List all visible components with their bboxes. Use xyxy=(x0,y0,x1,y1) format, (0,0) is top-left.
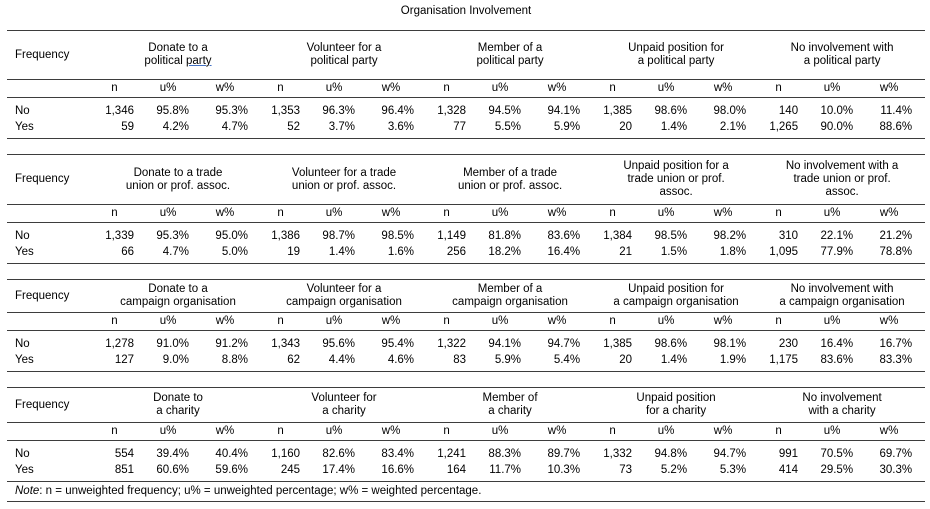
data-cell-wpct: 83.4% xyxy=(381,448,415,460)
data-cell-n: 62 xyxy=(287,354,301,366)
data-cell-upct: 98.7% xyxy=(322,230,356,242)
table-note: Note: n = unweighted frequency; u% = unweighted percentage; w% = weighted percentage. xyxy=(7,482,925,502)
involvement-table-3 xyxy=(7,279,925,372)
data-cell-n: 1,095 xyxy=(769,246,799,258)
data-cell-upct: 60.6% xyxy=(156,464,189,476)
subcolumn-header-n: n xyxy=(95,80,147,98)
data-cell-wpct: 16.7% xyxy=(879,338,913,350)
subcolumn-header-upct: u% xyxy=(147,205,202,223)
subcolumn-header-wpct: w% xyxy=(700,205,759,223)
subcolumn-header-wpct: w% xyxy=(202,423,261,441)
subcolumn-header-wpct: w% xyxy=(368,313,427,331)
data-cell-wpct: 94.7% xyxy=(713,448,747,460)
subheader-row xyxy=(7,313,925,331)
activity-column-header: Member of a trade union or prof. assoc. xyxy=(427,155,593,205)
note-row xyxy=(7,482,925,502)
subcolumn-header-wpct: w% xyxy=(700,313,759,331)
subcolumn-header-wpct: w% xyxy=(368,205,427,223)
data-cell-n: 127 xyxy=(114,354,134,366)
data-cell-wpct: 89.7% xyxy=(547,448,581,460)
subcolumn-header-n: n xyxy=(759,423,811,441)
note-label: Note xyxy=(15,485,40,497)
data-cell-n: 256 xyxy=(446,246,467,258)
data-cell-n: 1,149 xyxy=(437,230,467,242)
subcolumn-header-upct: u% xyxy=(313,423,368,441)
subheader-row xyxy=(7,423,925,441)
subcolumn-header-upct: u% xyxy=(313,313,368,331)
data-cell-upct: 5.2% xyxy=(660,464,688,476)
data-cell-n: 1,160 xyxy=(271,448,301,460)
data-cell-n: 59 xyxy=(121,121,134,133)
data-cell-wpct: 5.9% xyxy=(553,121,581,133)
activity-column-header: Unpaid position for a political party xyxy=(593,31,759,80)
data-cell-n: 140 xyxy=(778,105,799,117)
data-cell-upct: 94.5% xyxy=(488,105,522,117)
header-row xyxy=(7,155,925,205)
data-cell-n: 1,353 xyxy=(271,105,300,117)
data-cell-upct: 94.8% xyxy=(654,448,688,460)
involvement-table-2 xyxy=(7,154,925,264)
data-cell-n: 1,241 xyxy=(437,448,467,460)
data-cell-upct: 82.6% xyxy=(322,448,356,460)
data-row-no xyxy=(7,223,925,246)
row-label-yes: Yes xyxy=(15,464,34,476)
data-row-no xyxy=(7,98,925,121)
data-cell-wpct: 83.6% xyxy=(547,230,581,242)
sections xyxy=(7,30,925,502)
data-cell-wpct: 78.8% xyxy=(879,246,913,258)
header-row xyxy=(7,31,925,80)
data-row-yes xyxy=(7,120,925,139)
subcolumn-header-n: n xyxy=(427,205,479,223)
subcolumn-header-n: n xyxy=(95,205,147,223)
subcolumn-header-n: n xyxy=(593,205,645,223)
data-cell-upct: 9.0% xyxy=(162,354,189,366)
data-cell-upct: 96.3% xyxy=(322,105,355,117)
activity-column-header: Unpaid position for a campaign organisation xyxy=(593,280,759,313)
subcolumn-header-n: n xyxy=(261,205,313,223)
data-cell-upct: 10.0% xyxy=(820,105,854,117)
frequency-column-header: Frequency xyxy=(7,280,95,313)
activity-column-header: Donate to a charity xyxy=(95,388,261,423)
data-cell-n: 1,386 xyxy=(271,230,301,242)
subcolumn-header-upct: u% xyxy=(645,80,700,98)
subcolumn-header-n: n xyxy=(593,313,645,331)
subcolumn-header-wpct: w% xyxy=(866,205,925,223)
data-cell-wpct: 95.4% xyxy=(381,338,415,350)
subcolumn-header-upct: u% xyxy=(479,313,534,331)
data-cell-n: 554 xyxy=(114,448,134,460)
data-cell-n: 414 xyxy=(778,464,799,476)
data-cell-n: 851 xyxy=(114,464,134,476)
data-cell-wpct: 5.0% xyxy=(221,246,249,258)
row-label-no: No xyxy=(15,105,30,117)
data-cell-wpct: 1.6% xyxy=(387,246,415,258)
data-cell-wpct: 98.5% xyxy=(381,230,415,242)
data-cell-n: 1,175 xyxy=(769,354,799,366)
data-cell-upct: 95.8% xyxy=(156,105,189,117)
header-row xyxy=(7,388,925,423)
activity-column-header: Volunteer for a charity xyxy=(261,388,427,423)
table-title: Organisation Involvement xyxy=(400,5,532,17)
activity-column-header: No involvement with a trade union or prof. assoc. xyxy=(759,155,925,205)
row-label-no: No xyxy=(15,338,30,350)
data-cell-upct: 81.8% xyxy=(488,230,522,242)
subcolumn-header-upct: u% xyxy=(811,313,866,331)
subcolumn-header-wpct: w% xyxy=(700,80,759,98)
data-cell-n: 77 xyxy=(453,121,467,133)
data-cell-wpct: 98.1% xyxy=(713,338,747,350)
data-cell-wpct: 4.7% xyxy=(221,121,248,133)
data-cell-wpct: 2.1% xyxy=(719,121,747,133)
row-label-yes: Yes xyxy=(15,354,34,366)
activity-column-header: Donate to a political party xyxy=(95,31,261,80)
data-cell-n: 1,332 xyxy=(603,448,633,460)
data-cell-wpct: 88.6% xyxy=(879,121,913,133)
data-cell-upct: 88.3% xyxy=(488,448,522,460)
subcolumn-header-n: n xyxy=(427,313,479,331)
subcolumn-header-n: n xyxy=(95,423,147,441)
activity-column-header: Member of a political party xyxy=(427,31,593,80)
data-cell-n: 20 xyxy=(619,354,633,366)
data-cell-upct: 18.2% xyxy=(488,246,522,258)
subcolumn-header-wpct: w% xyxy=(700,423,759,441)
subcolumn-header-n: n xyxy=(427,423,479,441)
subheader-spacer xyxy=(7,423,95,441)
data-cell-upct: 95.3% xyxy=(156,230,189,242)
data-cell-upct: 1.5% xyxy=(660,246,688,258)
subcolumn-header-n: n xyxy=(261,313,313,331)
subcolumn-header-upct: u% xyxy=(479,80,534,98)
data-cell-upct: 5.9% xyxy=(494,354,522,366)
data-cell-upct: 1.4% xyxy=(660,354,688,366)
data-cell-upct: 4.4% xyxy=(328,354,356,366)
data-cell-wpct: 96.4% xyxy=(381,105,415,117)
data-row-no xyxy=(7,441,925,464)
subheader-row xyxy=(7,205,925,223)
activity-column-header: No involvement with a political party xyxy=(759,31,925,80)
subcolumn-header-upct: u% xyxy=(645,313,700,331)
flagged-word: party xyxy=(185,55,212,67)
data-cell-n: 1,346 xyxy=(105,105,134,117)
data-cell-wpct: 94.7% xyxy=(547,338,581,350)
subcolumn-header-wpct: w% xyxy=(866,423,925,441)
data-cell-wpct: 21.2% xyxy=(879,230,913,242)
data-cell-wpct: 16.4% xyxy=(547,246,581,258)
subheader-row xyxy=(7,80,925,98)
data-cell-n: 1,385 xyxy=(603,338,633,350)
data-cell-upct: 98.5% xyxy=(654,230,688,242)
frequency-column-header: Frequency xyxy=(7,31,95,80)
involvement-table-1 xyxy=(7,30,925,139)
data-row-yes xyxy=(7,353,925,372)
subcolumn-header-upct: u% xyxy=(811,205,866,223)
subcolumn-header-wpct: w% xyxy=(202,80,261,98)
data-cell-n: 1,384 xyxy=(603,230,633,242)
data-cell-n: 245 xyxy=(280,464,301,476)
data-cell-upct: 1.4% xyxy=(660,121,688,133)
activity-column-header: Member of a charity xyxy=(427,388,593,423)
subcolumn-header-n: n xyxy=(95,313,147,331)
data-cell-upct: 22.1% xyxy=(820,230,854,242)
data-row-yes xyxy=(7,463,925,482)
subcolumn-header-upct: u% xyxy=(313,205,368,223)
data-cell-upct: 83.6% xyxy=(820,354,854,366)
data-cell-upct: 98.6% xyxy=(654,338,688,350)
data-cell-wpct: 5.3% xyxy=(719,464,747,476)
activity-column-header: Volunteer for a campaign organisation xyxy=(261,280,427,313)
data-cell-n: 83 xyxy=(453,354,467,366)
subcolumn-header-wpct: w% xyxy=(202,205,261,223)
subcolumn-header-upct: u% xyxy=(313,80,368,98)
data-cell-wpct: 59.6% xyxy=(215,464,249,476)
data-cell-wpct: 4.6% xyxy=(387,354,415,366)
data-cell-upct: 29.5% xyxy=(820,464,854,476)
subcolumn-header-wpct: w% xyxy=(534,205,593,223)
data-cell-upct: 95.6% xyxy=(322,338,356,350)
data-row-yes xyxy=(7,245,925,264)
subheader-spacer xyxy=(7,313,95,331)
data-cell-wpct: 95.0% xyxy=(215,230,249,242)
subcolumn-header-n: n xyxy=(261,80,313,98)
activity-column-header: Volunteer for a trade union or prof. assoc. xyxy=(261,155,427,205)
data-cell-n: 310 xyxy=(778,230,799,242)
data-cell-n: 66 xyxy=(121,246,134,258)
subcolumn-header-upct: u% xyxy=(147,423,202,441)
data-cell-upct: 5.5% xyxy=(494,121,522,133)
data-cell-upct: 39.4% xyxy=(156,448,189,460)
subcolumn-header-n: n xyxy=(759,80,811,98)
subcolumn-header-upct: u% xyxy=(645,205,700,223)
data-cell-n: 20 xyxy=(619,121,633,133)
data-cell-n: 1,385 xyxy=(603,105,633,117)
row-label-yes: Yes xyxy=(15,121,34,133)
subcolumn-header-upct: u% xyxy=(147,80,202,98)
subcolumn-header-n: n xyxy=(261,423,313,441)
subcolumn-header-wpct: w% xyxy=(866,313,925,331)
subcolumn-header-wpct: w% xyxy=(534,80,593,98)
data-cell-n: 1,328 xyxy=(437,105,467,117)
data-cell-upct: 77.9% xyxy=(820,246,854,258)
data-cell-upct: 94.1% xyxy=(488,338,522,350)
data-cell-wpct: 94.1% xyxy=(547,105,581,117)
data-cell-n: 1,265 xyxy=(769,121,799,133)
data-cell-upct: 70.5% xyxy=(820,448,854,460)
data-cell-wpct: 10.3% xyxy=(547,464,581,476)
subcolumn-header-wpct: w% xyxy=(534,313,593,331)
subheader-spacer xyxy=(7,205,95,223)
data-cell-wpct: 11.4% xyxy=(880,105,913,117)
data-cell-upct: 3.7% xyxy=(328,121,355,133)
data-cell-n: 1,322 xyxy=(437,338,467,350)
subcolumn-header-n: n xyxy=(759,205,811,223)
subcolumn-header-upct: u% xyxy=(645,423,700,441)
activity-column-header: Member of a campaign organisation xyxy=(427,280,593,313)
subcolumn-header-wpct: w% xyxy=(368,80,427,98)
data-cell-wpct: 95.3% xyxy=(215,105,248,117)
activity-column-header: No involvement with a charity xyxy=(759,388,925,423)
activity-column-header: No involvement with a campaign organisation xyxy=(759,280,925,313)
data-cell-wpct: 1.8% xyxy=(719,246,747,258)
data-cell-n: 1,339 xyxy=(105,230,134,242)
data-cell-n: 164 xyxy=(446,464,467,476)
data-cell-upct: 98.6% xyxy=(654,105,688,117)
subcolumn-header-upct: u% xyxy=(811,423,866,441)
subcolumn-header-wpct: w% xyxy=(202,313,261,331)
activity-column-header: Donate to a trade union or prof. assoc. xyxy=(95,155,261,205)
data-cell-upct: 17.4% xyxy=(322,464,356,476)
data-cell-upct: 4.2% xyxy=(162,121,189,133)
data-row-no xyxy=(7,331,925,354)
subcolumn-header-upct: u% xyxy=(811,80,866,98)
data-cell-wpct: 83.3% xyxy=(879,354,913,366)
data-cell-n: 19 xyxy=(287,246,301,258)
activity-column-header: Volunteer for a political party xyxy=(261,31,427,80)
data-cell-n: 991 xyxy=(778,448,799,460)
header-row xyxy=(7,280,925,313)
subcolumn-header-n: n xyxy=(427,80,479,98)
row-label-no: No xyxy=(15,448,30,460)
data-cell-wpct: 3.6% xyxy=(387,121,415,133)
data-cell-wpct: 5.4% xyxy=(553,354,581,366)
data-cell-upct: 91.0% xyxy=(156,338,189,350)
subcolumn-header-upct: u% xyxy=(147,313,202,331)
data-cell-upct: 1.4% xyxy=(328,246,356,258)
data-cell-n: 230 xyxy=(778,338,799,350)
data-cell-upct: 90.0% xyxy=(820,121,854,133)
frequency-column-header: Frequency xyxy=(7,155,95,205)
data-cell-upct: 16.4% xyxy=(820,338,854,350)
frequency-column-header: Frequency xyxy=(7,388,95,423)
data-cell-wpct: 1.9% xyxy=(719,354,747,366)
activity-column-header: Unpaid position for a trade union or prof. assoc. xyxy=(593,155,759,205)
data-cell-n: 52 xyxy=(287,121,300,133)
subcolumn-header-wpct: w% xyxy=(534,423,593,441)
data-cell-wpct: 98.0% xyxy=(713,105,747,117)
subcolumn-header-n: n xyxy=(759,313,811,331)
row-label-yes: Yes xyxy=(15,246,34,258)
data-cell-wpct: 16.6% xyxy=(381,464,415,476)
data-cell-wpct: 30.3% xyxy=(879,464,913,476)
data-cell-wpct: 40.4% xyxy=(215,448,249,460)
activity-column-header: Unpaid position for a charity xyxy=(593,388,759,423)
subcolumn-header-wpct: w% xyxy=(866,80,925,98)
activity-column-header: Donate to a campaign organisation xyxy=(95,280,261,313)
subcolumn-header-upct: u% xyxy=(479,423,534,441)
subcolumn-header-n: n xyxy=(593,80,645,98)
involvement-table-4 xyxy=(7,387,925,502)
data-cell-n: 21 xyxy=(619,246,633,258)
row-label-no: No xyxy=(15,230,30,242)
data-cell-n: 73 xyxy=(619,464,633,476)
data-cell-n: 1,278 xyxy=(105,338,134,350)
data-cell-wpct: 8.8% xyxy=(221,354,249,366)
subheader-spacer xyxy=(7,80,95,98)
data-cell-wpct: 91.2% xyxy=(215,338,249,350)
data-cell-wpct: 98.2% xyxy=(713,230,747,242)
data-cell-upct: 4.7% xyxy=(162,246,189,258)
subcolumn-header-upct: u% xyxy=(479,205,534,223)
subcolumn-header-wpct: w% xyxy=(368,423,427,441)
subcolumn-header-n: n xyxy=(593,423,645,441)
data-cell-upct: 11.7% xyxy=(489,464,522,476)
data-cell-n: 1,343 xyxy=(271,338,301,350)
data-cell-wpct: 69.7% xyxy=(879,448,913,460)
